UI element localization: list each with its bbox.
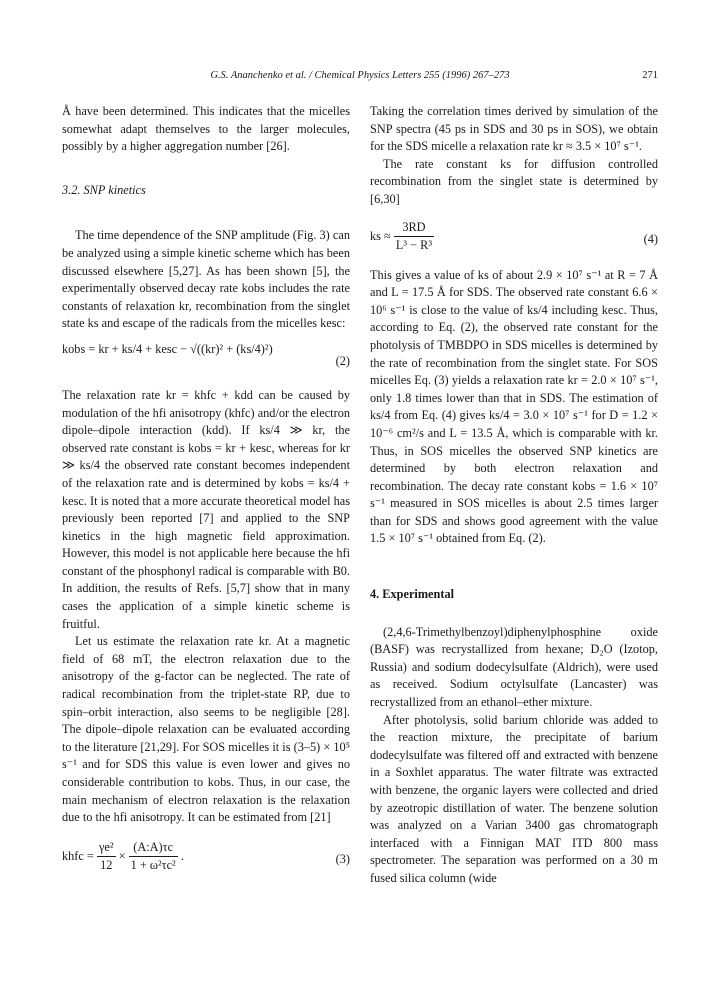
equation-3-body [62, 839, 184, 875]
equation-3-lhs: khfc = [62, 848, 94, 863]
equation-4-body [370, 219, 434, 255]
paragraph: The relaxation rate kr = khfc + kdd can be caused by modulation of the hfi anisotropy (khfc) and/or the electron dipole–dipole interaction (kdd). If ks/4 ≫ kr, the observed rate constant is kobs = kr + kesc, whereas for kr ≫ ks/4 the observed rate constant becomes independent of the relaxation rate and is determined by kobs = ks/4 + kesc. It is noted that a more accurate theoretical model has previously been reported [7] and applied to the SNP kinetics in the high magnetic field approximation. However, this model is not applicable here because the hfi constant of the phosphonyl radical is comparable with B0. In addition, the results of Refs. [5,7] show that in many cases the application of a simple kinetic scheme is fruitful. [62, 387, 350, 631]
paragraph: This gives a value of ks of about 2.9 × 10⁷ s⁻¹ at R = 7 Å and L = 17.5 Å for SDS. The observed rate constant 6.6 × 10⁶ s⁻¹ is close to the value of ks/4 including kesc. Thus, according to Eq. (2), the observed rate constant for the photolysis of TMBDPO in SDS micelles is determined by the rate of recombination from the singlet state. For SOS micelles Eq. (3) yields a relaxation rate kr = 2.0 × 10⁷ s⁻¹, only 1.8 times lower than that in SDS. The estimation of ks/4 from Eq. (4) gives ks/4 = 3.0 × 10⁷ s⁻¹ for D = 1.2 × 10⁻⁶ cm²/s and L = 13.5 Å, which is comparable with kr. Thus, in SOS micelles the observed SNP kinetics are determined by both electron relaxation and recombination. The decay rate constant kobs = 1.6 × 10⁷ s⁻¹ measured in SOS micelles is about 2.5 times larger than for SDS and shows good agreement with the value 1.5 × 10⁷ s⁻¹ obtained from Eq. (2). [370, 267, 658, 546]
equation-3-number: (3) [335, 851, 350, 866]
fraction [129, 839, 178, 875]
equation-2-number: (2) [335, 353, 350, 368]
running-head: G.S. Ananchenko et al. / Chemical Physics Letters 255 (1996) 267–273 [210, 70, 510, 81]
equation-4-lhs: ks ≈ [370, 228, 391, 243]
paragraph-continued: Å have been determined. This indicates that the micelles somewhat adapt themselves to the larger molecules, possibly by a higher aggregation number [26]. [62, 104, 350, 154]
paragraph: The time dependence of the SNP amplitude (Fig. 3) can be analyzed using a simple kinetic scheme which has been discussed elsewhere [5,27]. As has been shown [5], the experimentally observed decay rate kobs includes the rate constants of relaxation kr, recombination from the singlet state ks and escape of the radicals from the micelles kesc: [62, 228, 350, 331]
page-number: 271 [642, 70, 658, 81]
right-column [370, 103, 658, 888]
equation-2-body: kobs = kr + ks/4 + kesc − √((kr)² + (ks/4)²) [62, 341, 273, 356]
paragraph: Taking the correlation times derived by simulation of the SNP spectra (45 ps in SDS and 30 ps in SOS), we obtain for the SDS micelle a relaxation rate kr ≈ 3.5 × 10⁷ s⁻¹. [370, 104, 658, 154]
equation-4-number: (4) [643, 231, 658, 246]
section-heading-snp-kinetics: 3.2. SNP kinetics [62, 182, 146, 197]
fraction-numerator: γe² [97, 839, 116, 858]
fraction-denominator: 1 + ω²τc² [130, 858, 176, 873]
fraction [97, 839, 116, 875]
equation-2 [62, 341, 350, 381]
fraction-numerator: (A:A)τc [129, 839, 178, 858]
fraction-denominator: 12 [100, 858, 113, 873]
equation-end-period: . [180, 848, 184, 863]
times-symbol: × [118, 848, 126, 863]
section-spacer [370, 548, 658, 586]
page-header [0, 70, 720, 84]
equation-4 [370, 219, 658, 261]
section-heading-experimental: 4. Experimental [370, 587, 455, 602]
paragraph: The rate constant ks for diffusion controlled recombination from the singlet state is determined by [6,30] [370, 156, 658, 206]
fraction-denominator: L³ − R³ [395, 238, 433, 253]
paragraph: (2,4,6-Trimethylbenzoyl)diphenylphosphine oxide (BASF) was recrystallized from hexane; D₂O (Izotop, Russia) and sodium dodecylsulfate (Aldrich), were used as received. Sodium octylsulfate (Lancaster) was recrystallized from an ethanol–ether mixture. [370, 624, 658, 710]
paragraph: Let us estimate the relaxation rate kr. At a magnetic field of 68 mT, the electron relaxation due to the anisotropy of the g-factor can be neglected. The rate of radical recombination from the triplet-state RP, due to spin–orbit interaction, also seems to be negligible [28]. The dipole–dipole relaxation can be evaluated according to the literature [21,29]. For SOS micelles it is (3–5) × 10⁵ s⁻¹ and for SDS this value is even lower and gives no considerable contribution to kobs. Thus, in our case, the main mechanism of electron relaxation is the relaxation due to the hfi anisotropy. It can be estimated from [21] [62, 634, 350, 825]
paragraph: After photolysis, solid barium chloride was added to the reaction mixture, the precipitate of barium dodecylsulfate was filtered off and extracted with benzene in a Soxhlet apparatus. The water filtrate was extracted with benzene, the organic layers were collected and dried by azeotropic distillation of water. The benzene solution was analyzed on a Varian 3400 gas chromatograph interfaced with a Finnigan MAT ITD 800 mass spectrometer. The separation was performed on a 30 m fused silica column (wide [370, 712, 658, 885]
fraction [394, 219, 434, 255]
fraction-numerator: 3RD [394, 219, 434, 238]
equation-3 [62, 839, 350, 883]
left-column [62, 103, 350, 889]
